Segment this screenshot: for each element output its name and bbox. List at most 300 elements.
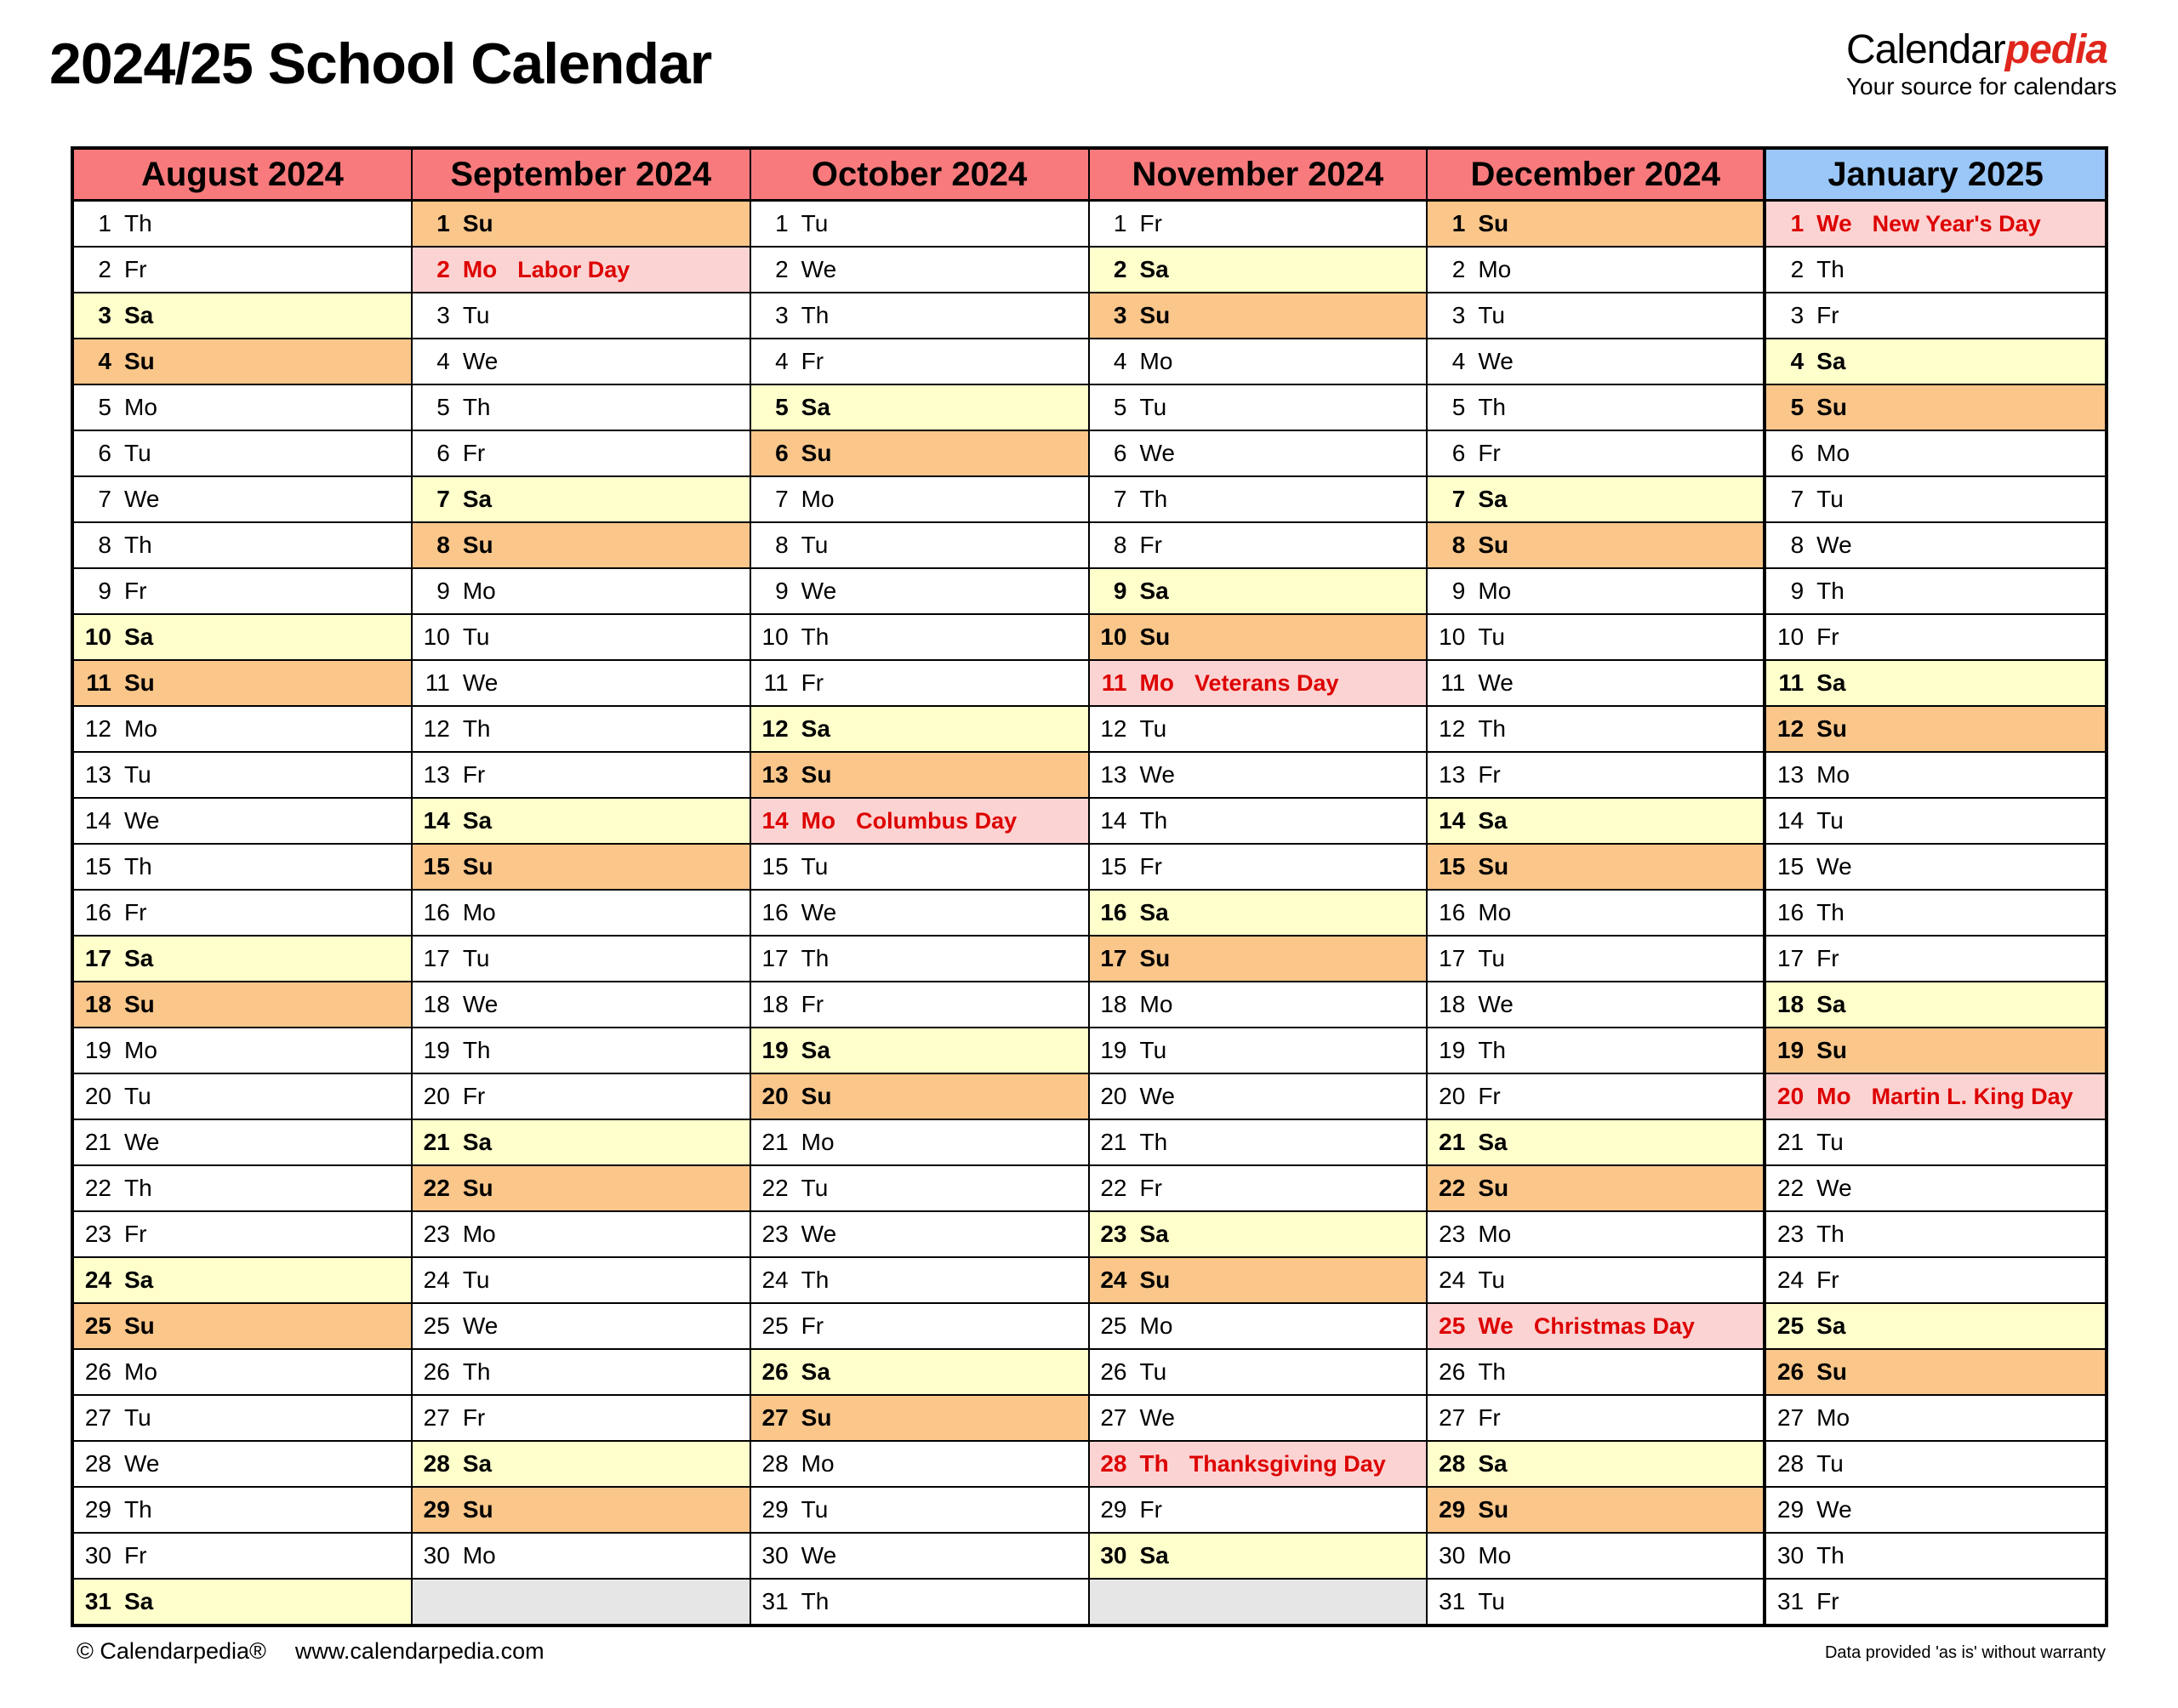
month-column-october-2024	[751, 150, 1090, 1624]
day-cell	[1090, 339, 1427, 385]
day-number: 30	[1100, 1542, 1127, 1569]
day-number: 11	[1778, 669, 1805, 696]
day-cell	[1766, 1258, 2105, 1304]
weekday-abbr: We	[124, 486, 160, 512]
day-cell	[413, 982, 750, 1028]
day-cell	[1090, 845, 1427, 891]
weekday-abbr: Su	[124, 669, 155, 696]
weekday-abbr: Fr	[1139, 1496, 1162, 1523]
day-number: 23	[761, 1221, 789, 1247]
weekday-abbr: Su	[1139, 302, 1171, 328]
day-cell	[1766, 1212, 2105, 1258]
day-cell	[1428, 477, 1763, 523]
weekday-abbr: Th	[1139, 1129, 1168, 1155]
day-number: 22	[423, 1175, 450, 1201]
day-cell	[74, 339, 411, 385]
weekday-abbr: Tu	[1478, 1267, 1505, 1293]
day-cell	[751, 1442, 1088, 1488]
weekday-abbr: Sa	[462, 486, 493, 512]
day-number: 3	[775, 302, 789, 328]
day-cell	[1766, 661, 2105, 707]
day-cell	[1090, 431, 1427, 477]
holiday-name: New Year's Day	[1872, 210, 2041, 236]
day-number: 12	[1439, 715, 1466, 742]
day-number: 10	[1439, 623, 1466, 650]
day-number: 12	[423, 715, 450, 742]
day-cell	[413, 753, 750, 799]
weekday-abbr: We	[801, 1542, 837, 1569]
month-header-january-2025: January 2025	[1766, 150, 2105, 202]
weekday-abbr: Th	[1139, 1450, 1169, 1477]
day-cell	[751, 799, 1088, 845]
day-cell	[1766, 845, 2105, 891]
day-number: 25	[1439, 1312, 1466, 1339]
day-number: 12	[761, 715, 789, 742]
day-cell	[74, 1534, 411, 1580]
day-number: 17	[1777, 945, 1805, 971]
day-cell	[413, 1396, 750, 1442]
day-cell	[1766, 1442, 2105, 1488]
weekday-abbr: We	[124, 807, 160, 834]
weekday-abbr: We	[801, 256, 837, 282]
day-number: 21	[423, 1129, 450, 1155]
day-number: 23	[1439, 1221, 1466, 1247]
day-cell	[413, 707, 750, 753]
day-number: 14	[1100, 807, 1127, 834]
day-cell	[751, 1074, 1088, 1120]
day-cell	[74, 1028, 411, 1074]
weekday-abbr: Mo	[462, 1542, 496, 1569]
day-cell	[751, 707, 1088, 753]
day-cell	[74, 891, 411, 937]
day-number: 26	[423, 1358, 450, 1385]
month-column-december-2024	[1428, 150, 1766, 1624]
weekday-abbr: Sa	[1139, 1542, 1169, 1569]
day-number: 23	[84, 1221, 111, 1247]
day-number: 9	[1113, 578, 1127, 604]
day-cell	[1428, 661, 1763, 707]
weekday-abbr: Su	[801, 1404, 832, 1431]
day-number: 13	[423, 761, 450, 788]
weekday-abbr: We	[1478, 991, 1514, 1017]
weekday-abbr: Th	[801, 945, 830, 971]
day-number: 27	[423, 1404, 450, 1431]
weekday-abbr: Fr	[1478, 1083, 1501, 1109]
weekday-abbr: Su	[1478, 532, 1509, 558]
day-number: 26	[1439, 1358, 1466, 1385]
day-number: 14	[1439, 807, 1466, 834]
weekday-abbr: We	[1139, 1083, 1175, 1109]
day-cell	[751, 937, 1088, 982]
day-cell	[413, 891, 750, 937]
day-cell	[413, 1304, 750, 1350]
day-number: 14	[1777, 807, 1805, 834]
day-number: 13	[761, 761, 789, 788]
day-cell	[413, 1166, 750, 1212]
calendarpedia-logo	[1846, 29, 2117, 100]
day-cell	[751, 569, 1088, 615]
weekday-abbr: Mo	[1816, 761, 1850, 788]
day-number: 9	[1451, 578, 1466, 604]
weekday-abbr: Sa	[1816, 1312, 1846, 1339]
day-number: 9	[1790, 578, 1805, 604]
weekday-abbr: Su	[1816, 1037, 1847, 1063]
day-cell	[74, 202, 411, 248]
day-number: 11	[1440, 669, 1466, 696]
day-cell	[1428, 1166, 1763, 1212]
day-number: 24	[1777, 1267, 1805, 1293]
day-number: 17	[423, 945, 450, 971]
day-number: 27	[1100, 1404, 1127, 1431]
weekday-abbr: Th	[1478, 715, 1507, 742]
weekday-abbr: Mo	[801, 486, 835, 512]
day-number: 12	[1777, 715, 1805, 742]
day-cell	[74, 1488, 411, 1534]
day-cell	[74, 477, 411, 523]
day-cell	[74, 1120, 411, 1166]
weekday-abbr: Sa	[124, 302, 154, 328]
weekday-abbr: Mo	[124, 394, 157, 420]
weekday-abbr: We	[1139, 440, 1175, 466]
day-cell	[74, 1396, 411, 1442]
day-number: 16	[1439, 899, 1466, 925]
day-number: 29	[761, 1496, 789, 1523]
day-number: 13	[84, 761, 111, 788]
day-number: 13	[1100, 761, 1127, 788]
weekday-abbr: Tu	[801, 210, 829, 236]
day-number: 17	[1439, 945, 1466, 971]
weekday-abbr: Sa	[124, 1267, 154, 1293]
weekday-abbr: Su	[801, 1083, 832, 1109]
weekday-abbr: Mo	[1478, 1221, 1512, 1247]
day-cell	[1090, 202, 1427, 248]
day-cell	[1766, 1350, 2105, 1396]
day-cell	[751, 982, 1088, 1028]
month-column-november-2024	[1090, 150, 1428, 1624]
day-cell	[74, 982, 411, 1028]
day-cell	[413, 1488, 750, 1534]
day-cell	[74, 1304, 411, 1350]
weekday-abbr: Th	[801, 302, 830, 328]
day-number: 21	[1777, 1129, 1805, 1155]
weekday-abbr: Th	[1139, 486, 1168, 512]
holiday-name: Veterans Day	[1194, 669, 1339, 696]
day-cell	[74, 1350, 411, 1396]
day-number: 30	[84, 1542, 111, 1569]
weekday-abbr: Tu	[1816, 486, 1844, 512]
weekday-abbr: Mo	[124, 715, 157, 742]
day-number: 8	[1451, 532, 1466, 558]
day-cell	[1428, 202, 1763, 248]
weekday-abbr: Su	[1139, 1267, 1171, 1293]
day-number: 10	[84, 623, 111, 650]
weekday-abbr: Tu	[1139, 715, 1167, 742]
day-cell	[1428, 891, 1763, 937]
day-cell	[1766, 982, 2105, 1028]
logo-tagline: Your source for calendars	[1845, 73, 2117, 100]
day-number: 10	[761, 623, 789, 650]
day-number: 29	[1100, 1496, 1127, 1523]
day-number: 6	[1451, 440, 1466, 466]
day-cell	[74, 753, 411, 799]
weekday-abbr: Fr	[801, 1312, 824, 1339]
weekday-abbr: We	[1816, 532, 1852, 558]
weekday-abbr: Mo	[801, 1129, 835, 1155]
day-number: 10	[1100, 623, 1127, 650]
day-cell	[751, 1166, 1088, 1212]
day-number: 2	[1451, 256, 1466, 282]
day-cell	[1428, 982, 1763, 1028]
day-number: 2	[98, 256, 111, 282]
weekday-abbr: We	[1139, 1404, 1175, 1431]
day-number: 21	[84, 1129, 111, 1155]
day-number: 13	[1439, 761, 1466, 788]
day-number: 25	[761, 1312, 789, 1339]
day-number: 4	[775, 348, 789, 374]
day-number: 25	[423, 1312, 450, 1339]
day-cell	[413, 1028, 750, 1074]
weekday-abbr: Fr	[1478, 1404, 1501, 1431]
weekday-abbr: Su	[1478, 210, 1509, 236]
day-number: 16	[761, 899, 789, 925]
day-number: 7	[1451, 486, 1466, 512]
day-cell	[1090, 1074, 1427, 1120]
day-cell	[413, 248, 750, 293]
footer-disclaimer: Data provided 'as is' without warranty	[1824, 1643, 2106, 1662]
holiday-name: Labor Day	[517, 256, 630, 282]
day-number: 9	[436, 578, 450, 604]
day-cell	[413, 661, 750, 707]
weekday-abbr: Su	[462, 853, 493, 880]
weekday-abbr: Su	[1478, 853, 1509, 880]
weekday-abbr: Sa	[801, 715, 830, 742]
day-cell	[1766, 1488, 2105, 1534]
day-number: 15	[761, 853, 789, 880]
day-cell	[751, 248, 1088, 293]
day-cell	[751, 339, 1088, 385]
day-number: 22	[84, 1175, 111, 1201]
weekday-abbr: Su	[462, 210, 493, 236]
day-number: 26	[1777, 1358, 1805, 1385]
day-cell	[1428, 707, 1763, 753]
weekday-abbr: Fr	[462, 440, 486, 466]
day-cell	[1766, 1580, 2105, 1624]
day-number: 31	[84, 1588, 111, 1614]
day-number: 30	[761, 1542, 789, 1569]
day-cell	[1428, 1442, 1763, 1488]
weekday-abbr: Su	[1816, 715, 1847, 742]
weekday-abbr: Th	[1139, 807, 1168, 834]
weekday-abbr: Sa	[462, 807, 493, 834]
weekday-abbr: Fr	[1139, 853, 1162, 880]
day-cell	[1090, 891, 1427, 937]
weekday-abbr: Fr	[1816, 623, 1839, 650]
month-column-september-2024	[413, 150, 751, 1624]
day-number: 30	[1777, 1542, 1805, 1569]
weekday-abbr: Fr	[1816, 1267, 1839, 1293]
weekday-abbr: Tu	[1478, 945, 1505, 971]
day-number: 6	[775, 440, 789, 466]
day-number: 26	[1100, 1358, 1127, 1385]
day-cell	[1766, 799, 2105, 845]
day-number: 27	[761, 1404, 789, 1431]
day-cell	[1766, 248, 2105, 293]
weekday-abbr: Sa	[1816, 348, 1846, 374]
day-number: 12	[1100, 715, 1127, 742]
day-cell	[74, 1166, 411, 1212]
weekday-abbr: Sa	[801, 394, 830, 420]
day-number: 16	[423, 899, 450, 925]
day-number: 3	[436, 302, 450, 328]
day-cell	[751, 1258, 1088, 1304]
day-number: 6	[436, 440, 450, 466]
logo-text-red: pedia	[2004, 27, 2108, 72]
day-number: 14	[84, 807, 111, 834]
day-cell	[1428, 569, 1763, 615]
day-number: 24	[1100, 1267, 1127, 1293]
weekday-abbr: Mo	[1816, 1083, 1851, 1109]
day-number: 15	[423, 853, 450, 880]
day-cell	[751, 615, 1088, 661]
weekday-abbr: Fr	[124, 1542, 147, 1569]
day-number: 3	[1451, 302, 1466, 328]
day-cell	[1766, 523, 2105, 569]
day-number: 31	[1439, 1588, 1466, 1614]
day-cell	[74, 1258, 411, 1304]
day-cell	[413, 523, 750, 569]
weekday-abbr: Mo	[1139, 1312, 1173, 1339]
day-number: 7	[1790, 486, 1805, 512]
day-cell	[74, 385, 411, 431]
weekday-abbr: Mo	[801, 1450, 835, 1477]
weekday-abbr: Th	[1816, 1542, 1844, 1569]
day-number: 6	[98, 440, 111, 466]
day-number: 16	[1100, 899, 1127, 925]
weekday-abbr: Th	[801, 1588, 830, 1614]
weekday-abbr: Tu	[801, 532, 829, 558]
day-cell	[1766, 1304, 2105, 1350]
weekday-abbr: Th	[124, 1496, 152, 1523]
day-number: 2	[1790, 256, 1805, 282]
weekday-abbr: Mo	[1139, 348, 1173, 374]
weekday-abbr: Tu	[462, 1267, 490, 1293]
day-number: 3	[98, 302, 111, 328]
day-number: 8	[98, 532, 111, 558]
day-cell	[1090, 1166, 1427, 1212]
day-cell	[1090, 1304, 1427, 1350]
holiday-name: Columbus Day	[856, 807, 1018, 834]
day-cell	[413, 1350, 750, 1396]
day-cell	[1766, 1074, 2105, 1120]
weekday-abbr: Mo	[1139, 669, 1174, 696]
day-cell	[751, 1580, 1088, 1624]
day-number: 2	[436, 256, 450, 282]
day-number: 19	[1439, 1037, 1466, 1063]
day-cell	[74, 569, 411, 615]
day-cell	[413, 385, 750, 431]
day-cell	[1090, 1396, 1427, 1442]
weekday-abbr: Tu	[462, 302, 490, 328]
day-cell	[1090, 1350, 1427, 1396]
weekday-abbr: Mo	[124, 1358, 157, 1385]
day-number: 24	[761, 1267, 789, 1293]
weekday-abbr: Tu	[124, 1083, 151, 1109]
weekday-abbr: Th	[124, 532, 152, 558]
day-number: 28	[1100, 1450, 1127, 1477]
weekday-abbr: Mo	[462, 578, 496, 604]
weekday-abbr: Sa	[1478, 807, 1508, 834]
weekday-abbr: Tu	[1478, 623, 1505, 650]
weekday-abbr: Fr	[462, 1404, 486, 1431]
day-number: 22	[1100, 1175, 1127, 1201]
day-number: 6	[1790, 440, 1805, 466]
weekday-abbr: Fr	[801, 669, 824, 696]
day-cell	[413, 845, 750, 891]
weekday-abbr: Tu	[462, 945, 490, 971]
day-cell	[1766, 1396, 2105, 1442]
day-number: 22	[761, 1175, 789, 1201]
weekday-abbr: Tu	[1816, 1450, 1844, 1477]
day-cell	[1766, 707, 2105, 753]
weekday-abbr: Sa	[1139, 256, 1169, 282]
day-cell	[1428, 937, 1763, 982]
weekday-abbr: Th	[124, 853, 152, 880]
day-cell	[74, 937, 411, 982]
day-number: 20	[423, 1083, 450, 1109]
day-number: 1	[1790, 210, 1805, 236]
weekday-abbr: We	[1816, 1175, 1852, 1201]
day-number: 15	[84, 853, 111, 880]
day-number: 28	[761, 1450, 789, 1477]
day-cell	[1766, 891, 2105, 937]
weekday-abbr: Mo	[462, 899, 496, 925]
day-number: 9	[98, 578, 111, 604]
day-cell	[1428, 615, 1763, 661]
day-cell	[751, 1304, 1088, 1350]
weekday-abbr: Th	[1478, 394, 1507, 420]
day-cell	[1428, 339, 1763, 385]
day-cell	[1766, 339, 2105, 385]
day-cell	[1090, 1488, 1427, 1534]
weekday-abbr: Sa	[124, 1588, 154, 1614]
weekday-abbr: Su	[124, 991, 155, 1017]
day-cell	[1428, 1488, 1763, 1534]
day-cell	[1428, 523, 1763, 569]
weekday-abbr: Sa	[462, 1450, 493, 1477]
day-number: 11	[86, 669, 111, 696]
weekday-abbr: Su	[1816, 1358, 1847, 1385]
day-cell	[74, 661, 411, 707]
day-cell	[413, 1120, 750, 1166]
day-number: 2	[775, 256, 789, 282]
weekday-abbr: Tu	[124, 761, 151, 788]
day-number: 30	[423, 1542, 450, 1569]
weekday-abbr: Mo	[124, 1037, 157, 1063]
day-number: 17	[84, 945, 111, 971]
weekday-abbr: Mo	[801, 807, 836, 834]
weekday-abbr: We	[1139, 761, 1175, 788]
day-number: 20	[1100, 1083, 1127, 1109]
month-header-november-2024: November 2024	[1090, 150, 1427, 202]
weekday-abbr: Tu	[462, 623, 490, 650]
website-link[interactable]: www.calendarpedia.com	[294, 1638, 544, 1664]
month-header-december-2024: December 2024	[1428, 150, 1763, 202]
weekday-abbr: Tu	[1139, 394, 1167, 420]
day-number: 20	[761, 1083, 789, 1109]
weekday-abbr: Mo	[1139, 991, 1173, 1017]
weekday-abbr: Th	[462, 1037, 491, 1063]
day-number: 7	[1113, 486, 1127, 512]
